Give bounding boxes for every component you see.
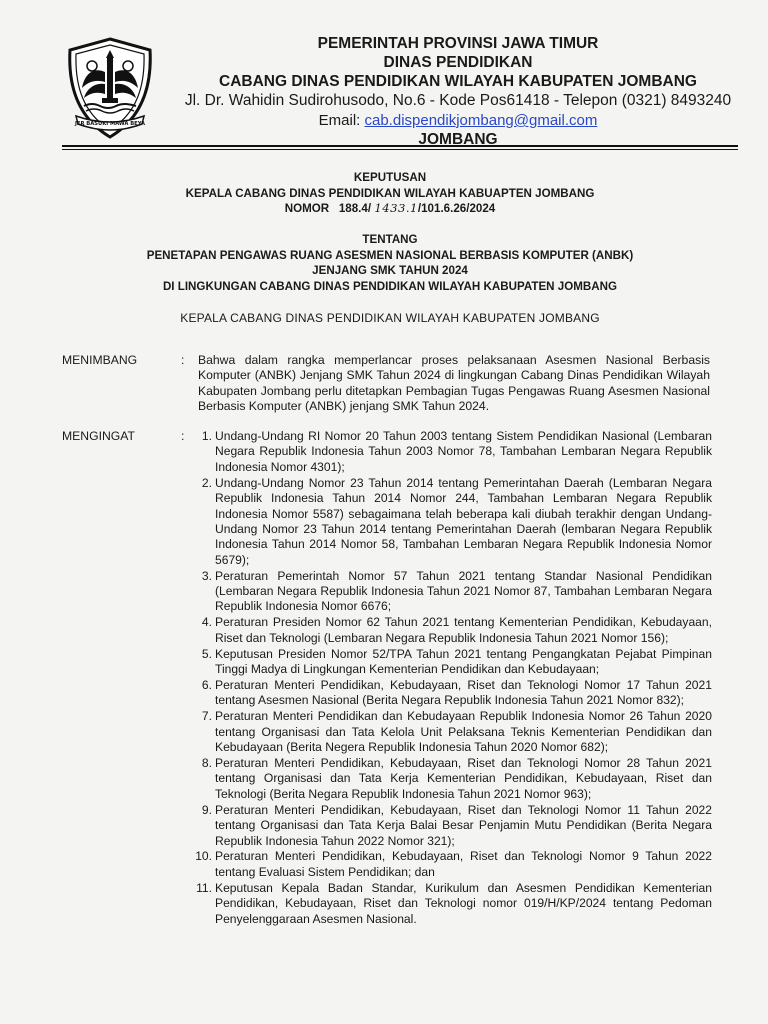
letterhead [168, 34, 748, 149]
nomor-handwritten: 1433.1 [374, 201, 418, 215]
list-item-number: 3. [201, 568, 212, 583]
list-item-text: Peraturan Presiden Nomor 62 Tahun 2021 tentang Kementerian Pendidikan, Kebudayaan, Riset dan Teknologi (Lembaran Negara Republik Indonesia Tahun 2021 Nomor 156); [215, 615, 712, 645]
decree-number [60, 201, 720, 217]
letterhead-department: DINAS PENDIDIKAN [383, 54, 533, 71]
list-item-text: Undang-Undang Nomor 23 Tahun 2014 tentang Pemerintahan Daerah (Lembaran Negara Republik Indonesia Tahun 2014 Nomor 244, Tambahan Lembaran Negara Republik Indonesia Nomor 5587) sebagaimana telah beberapa kali diubah terakhir dengan Undang-Undang Nomor 23 Tahun 2014 tentang Pemerintahan Daerah (lembaran Negara Republik Indonesia Tahun 2014 Nomor 58, Tambahan Lembaran Negara Republik Indonesia Nomor 5679); [215, 475, 712, 567]
list-item [192, 678, 712, 709]
decree-heading [60, 170, 720, 217]
list-item [192, 476, 712, 568]
decree-subject [60, 232, 720, 294]
list-item-number: 8. [201, 756, 212, 771]
list-item [192, 849, 712, 880]
mengingat-list [192, 429, 712, 928]
list-item-number: 11. [196, 880, 212, 895]
letterhead-rule-thick [62, 145, 738, 147]
jawa-timur-emblem-logo [62, 36, 158, 140]
list-item-text: Peraturan Pemerintah Nomor 57 Tahun 2021 tentang Standar Nasional Pendidikan (Lembaran Negara Republik Indonesia Tahun 2021 Nomor 87, Tambahan Lembaran Negara Republik Indonesia Nomor 6676; [215, 568, 712, 614]
list-item-text: Peraturan Menteri Pendidikan dan Kebudayaan Republik Indonesia Nomor 26 Tahun 2020 tentang Organisasi dan Tata Kelola Unit Pelaksana Teknis Kementerian Pendidikan dan Kebudayaan (Berita Negera Republik Indonesia Tahun 2020 Nomor 682); [215, 709, 712, 755]
list-item [192, 756, 712, 802]
list-item [192, 615, 712, 646]
list-item [192, 429, 712, 475]
letterhead-government: PEMERINTAH PROVINSI JAWA TIMUR [317, 35, 599, 52]
list-item [192, 709, 712, 755]
menimbang-text: Bahwa dalam rangka memperlancar proses pelaksanaan Asesmen Nasional Berbasis Komputer (ANBK) Jenjang SMK Tahun 2024 di lingkungan Cabang Dinas Pendidikan Wilayah Kabupaten Jombang perlu ditetapkan Pembagian Tugas Pengawas Ruang Asesmen Nasional Berbasis Komputer (ANBK) jenjang SMK Tahun 2024. [198, 353, 710, 414]
list-item-text: Peraturan Menteri Pendidikan, Kebudayaan, Riset dan Teknologi Nomor 28 Tahun 2021 tentang Organisasi dan Tata Kerja Kementerian Pendidikan, Kebudayaan, Riset dan Teknologi (Berita Negara Republik Indonesia Tahun 2021 Nomor 963); [215, 756, 712, 801]
nomor-prefix: 188.4/ [338, 202, 372, 215]
list-item-number: 6. [201, 678, 212, 692]
list-item [192, 569, 712, 615]
list-item-number: 5. [201, 646, 212, 661]
subject-line-1: PENETAPAN PENGAWAS RUANG ASESMEN NASIONAL BERBASIS KOMPUTER (ANBK) [146, 248, 634, 262]
mengingat-colon: : [181, 429, 185, 443]
list-item [192, 803, 712, 849]
list-item [192, 881, 712, 927]
decree-official: KEPALA CABANG DINAS PENDIDIKAN WILAYAH KABUPATEN JOMBANG [180, 311, 600, 325]
list-item-text: Peraturan Menteri Pendidikan, Kebudayaan, Riset dan Teknologi Nomor 11 Tahun 2022 tentang Organisasi dan Tata Kerja Balai Besar Penjamin Mutu Pendidikan (Berita Negara Republik Indonesia Tahun 2022 Nomor 321); [215, 802, 712, 848]
list-item-text: Keputusan Kepala Badan Standar, Kurikulum dan Asesmen Pendidikan Kementerian Pendidikan, Kebudayaan, Riset dan Teknologi nomor 019/H/KP/2024 tentang Pedoman Penyelenggaraan Asesmen Nasional. [215, 880, 712, 926]
nomor-suffix: /101.6.26/2024 [417, 202, 496, 215]
subject-line-2: JENJANG SMK TAHUN 2024 [312, 264, 468, 277]
decree-title: KEPUTUSAN [353, 171, 427, 184]
list-item-number: 9. [201, 802, 212, 817]
menimbang-label: MENIMBANG [62, 353, 138, 367]
about-label: TENTANG [362, 233, 418, 246]
mengingat-label: MENGINGAT [62, 429, 135, 443]
list-item-number: 7. [201, 709, 212, 724]
list-item-text: Keputusan Presiden Nomor 52/TPA Tahun 2021 tentang Pengangkatan Pejabat Pimpinan Tinggi Madya di Lingkungan Kementerian Pendidikan dan Kebudayaan; [215, 646, 712, 677]
subject-line-3: DI LINGKUNGAN CABANG DINAS PENDIDIKAN WILAYAH KABUPATEN JOMBANG [162, 279, 618, 293]
list-item-text: Peraturan Menteri Pendidikan, Kebudayaan, Riset dan Teknologi Nomor 17 Tahun 2021 tentang Asesmen Nasional (Berita Negara Republik Indonesia Tahun 2021 Nomor 832); [215, 678, 712, 708]
list-item-text: Undang-Undang RI Nomor 20 Tahun 2003 tentang Sistem Pendidikan Nasional (Lembaran Negara Republik Indonesia Tahun 2003 Nomor 78, Tambahan Lembaran Negara Republik Indonesia Nomor 4301); [215, 429, 712, 474]
list-item [192, 647, 712, 678]
list-item-text: Peraturan Menteri Pendidikan, Kebudayaan, Riset dan Teknologi Nomor 9 Tahun 2022 tentang Evaluasi Sistem Pendidikan; dan [215, 849, 712, 879]
list-item-number: 4. [201, 615, 212, 630]
letterhead-email-line [168, 111, 748, 130]
menimbang-colon: : [181, 353, 185, 367]
email-label: Email: [318, 112, 361, 129]
list-item-number: 1. [201, 429, 212, 443]
letterhead-city: JOMBANG [418, 131, 498, 148]
email-link[interactable]: cab.dispendikjombang@gmail.com [364, 112, 598, 129]
nomor-label: NOMOR [284, 202, 330, 215]
decree-issuer: KEPALA CABANG DINAS PENDIDIKAN WILAYAH KABUAPTEN JOMBANG [185, 186, 595, 200]
letterhead-address: Jl. Dr. Wahidin Sudirohusodo, No.6 - Kode Pos61418 - Telepon (0321) 8493240 [184, 92, 732, 109]
letterhead-rule-thin [62, 149, 738, 150]
letterhead-branch: CABANG DINAS PENDIDIKAN WILAYAH KABUPATEN JOMBANG [219, 73, 697, 90]
svg-text:JER BASUKI MAWA BEYA: JER BASUKI MAWA BEYA [75, 121, 145, 127]
list-item-number: 2. [201, 475, 212, 490]
list-item-number: 10. [195, 849, 212, 864]
